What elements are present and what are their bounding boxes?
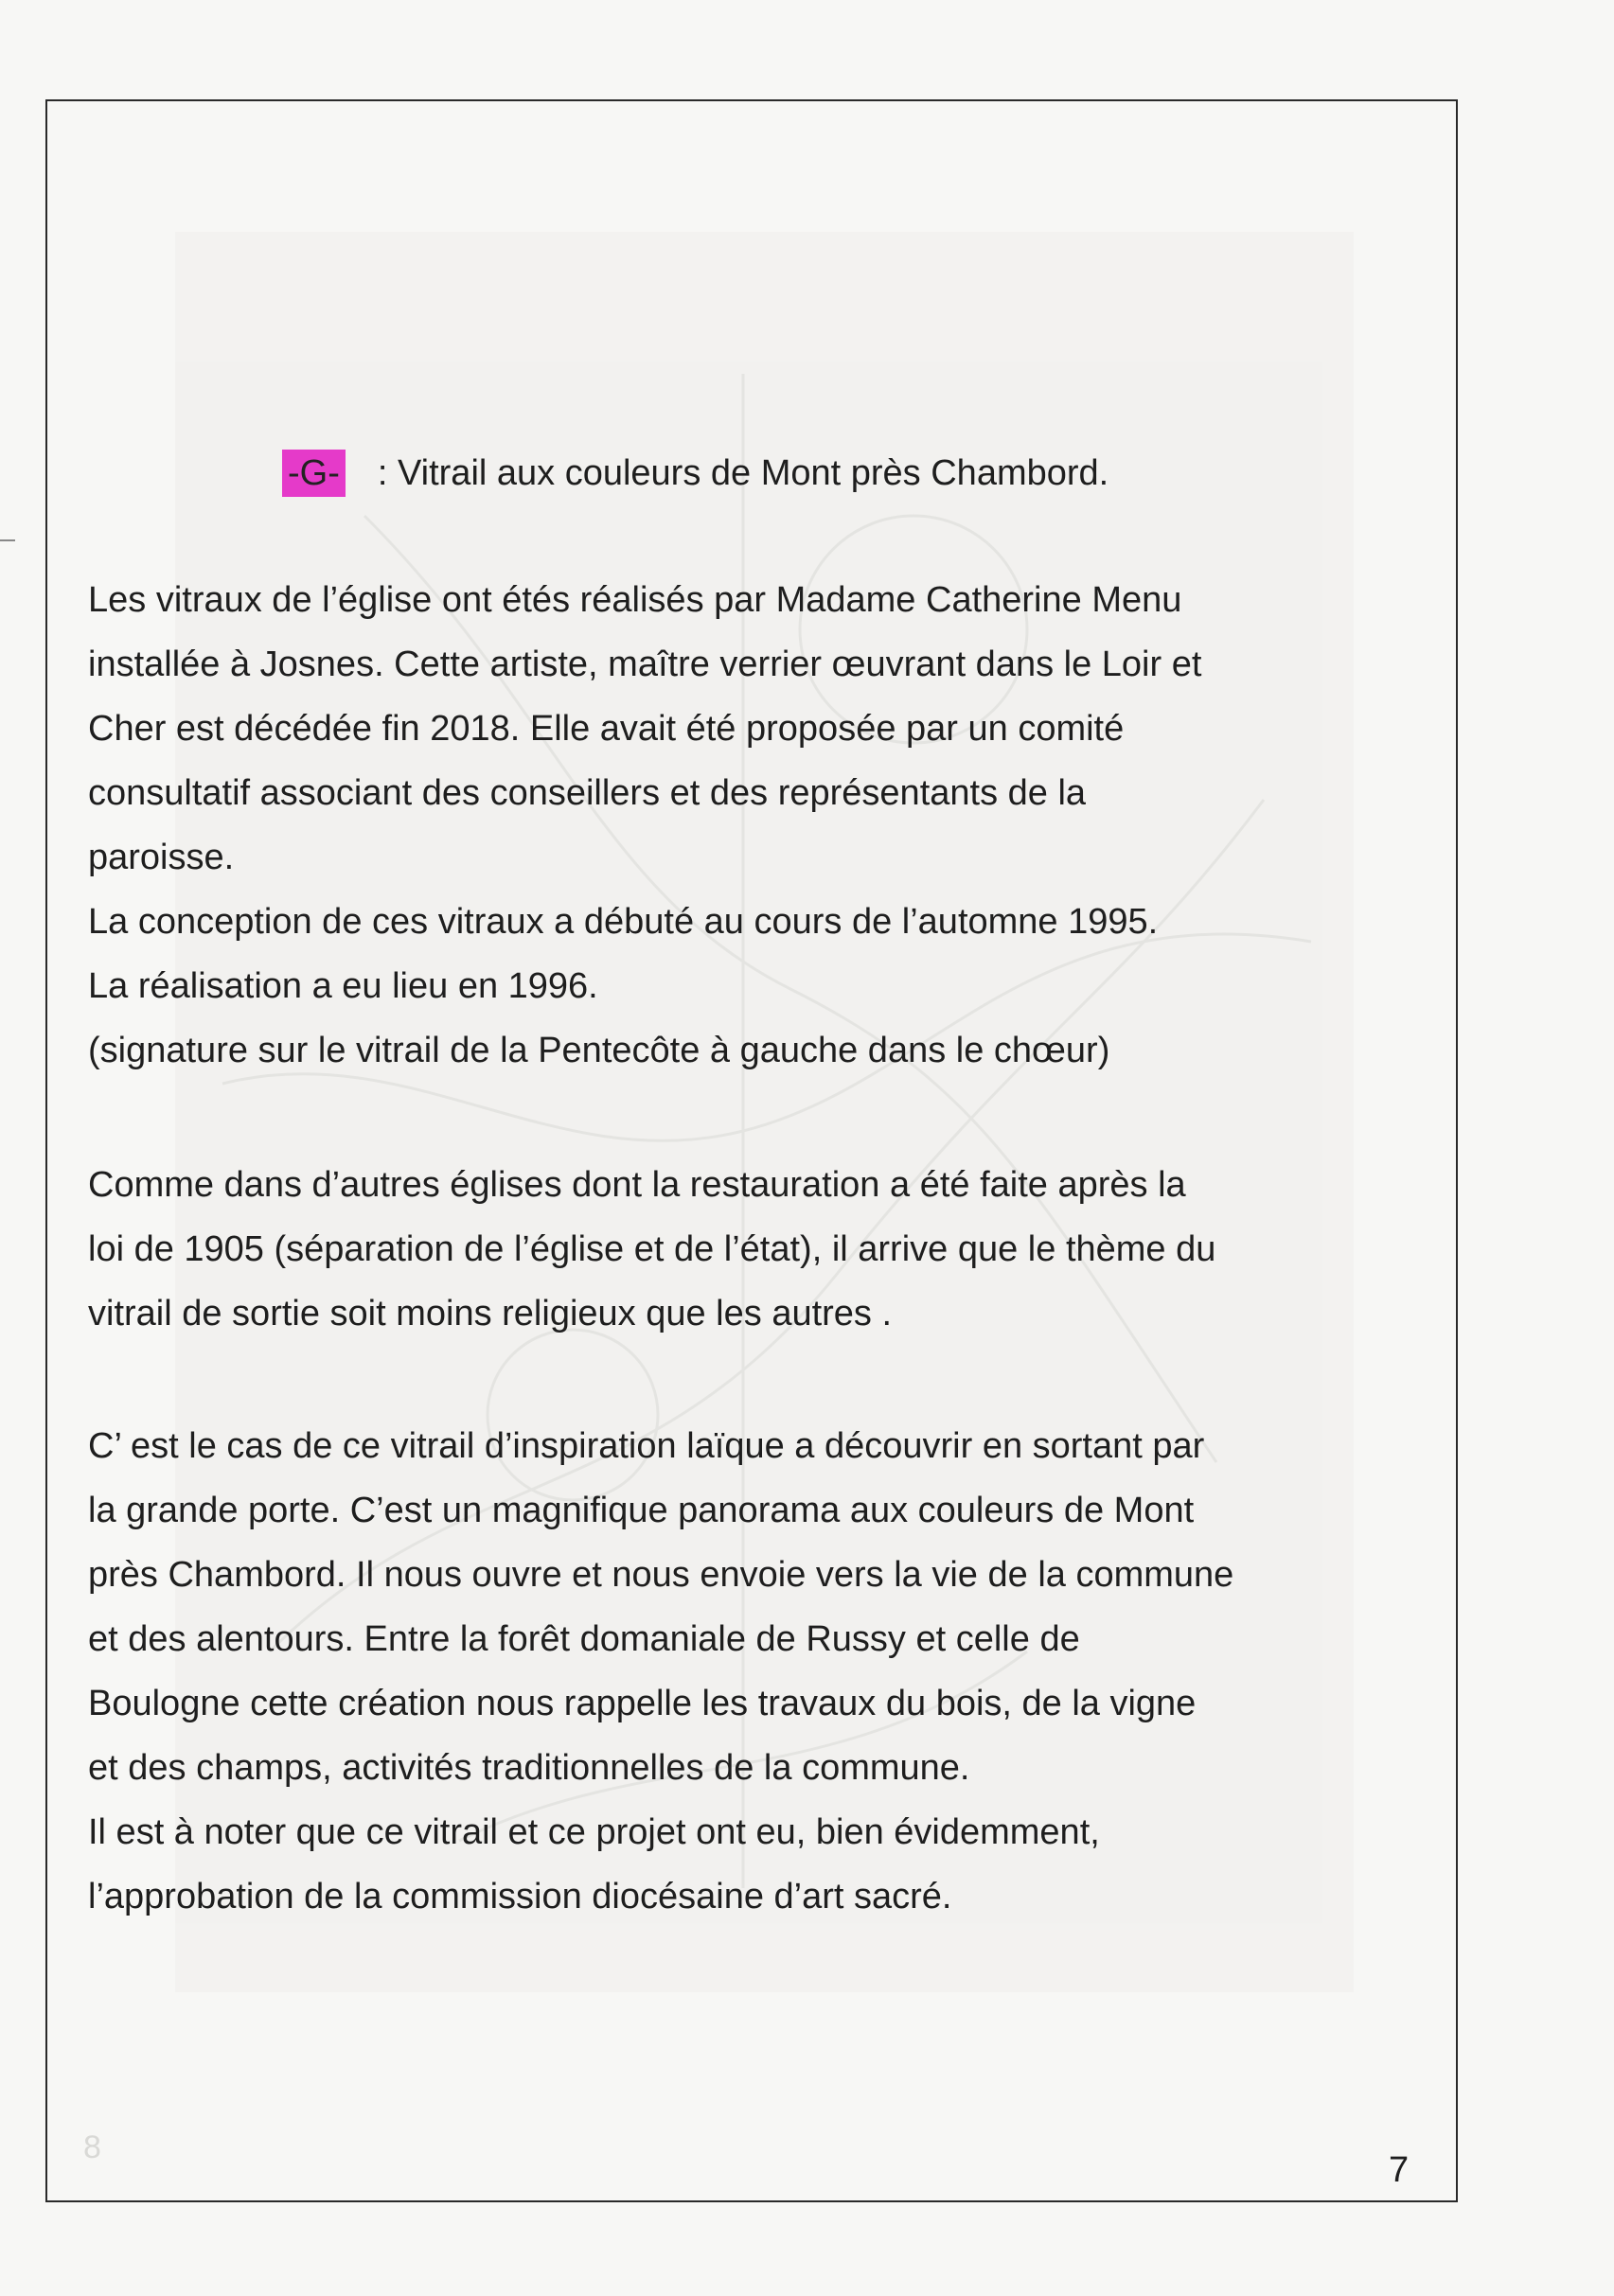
page-number: 7	[1389, 2150, 1410, 2190]
paragraph-2	[88, 1153, 1432, 1346]
text-line: consultatif associant des conseillers et des représentants de la	[88, 773, 1087, 813]
bleed-through-page-number: 8	[83, 2129, 101, 2165]
text-line: La réalisation a eu lieu en 1996.	[88, 966, 598, 1006]
section-title: : Vitrail aux couleurs de Mont près Chambord.	[377, 453, 1109, 493]
text-line: Les vitraux de l’église ont étés réalisés par Madame Catherine Menu	[88, 580, 1182, 620]
text-line: Boulogne cette création nous rappelle les travaux du bois, de la vigne	[88, 1684, 1197, 1723]
text-line: l’approbation de la commission diocésaine d’art sacré.	[88, 1877, 952, 1916]
text-line: installée à Josnes. Cette artiste, maître verrier œuvrant dans le Loir et	[88, 645, 1202, 684]
text-line: près Chambord. Il nous ouvre et nous envoie vers la vie de la commune	[88, 1555, 1234, 1595]
section-heading	[282, 447, 1109, 500]
text-line: (signature sur le vitrail de la Pentecôte à gauche dans le chœur)	[88, 1031, 1110, 1070]
text-line: paroisse.	[88, 838, 235, 877]
text-line: et des champs, activités traditionnelles de la commune.	[88, 1748, 970, 1788]
text-line: C’ est le cas de ce vitrail d’inspiration laïque a découvrir en sortant par	[88, 1426, 1205, 1466]
text-line: Cher est décédée fin 2018. Elle avait été proposée par un comité	[88, 709, 1125, 749]
text-line: loi de 1905 (séparation de l’église et de l’état), il arrive que le thème du	[88, 1229, 1216, 1269]
text-line: Comme dans d’autres églises dont la restauration a été faite après la	[88, 1165, 1186, 1205]
text-line: et des alentours. Entre la forêt domaniale de Russy et celle de	[88, 1619, 1080, 1659]
text-line: La conception de ces vitraux a débuté au cours de l’automne 1995.	[88, 902, 1159, 942]
text-line: Il est à noter que ce vitrail et ce projet ont eu, bien évidemment,	[88, 1812, 1100, 1852]
text-line: vitrail de sortie soit moins religieux que les autres .	[88, 1294, 893, 1333]
scan-edge-mark	[0, 539, 15, 541]
paragraph-3	[88, 1414, 1432, 1929]
paragraph-1	[88, 568, 1432, 1083]
section-badge: -G-	[282, 450, 346, 497]
text-line: la grande porte. C’est un magnifique panorama aux couleurs de Mont	[88, 1491, 1195, 1530]
